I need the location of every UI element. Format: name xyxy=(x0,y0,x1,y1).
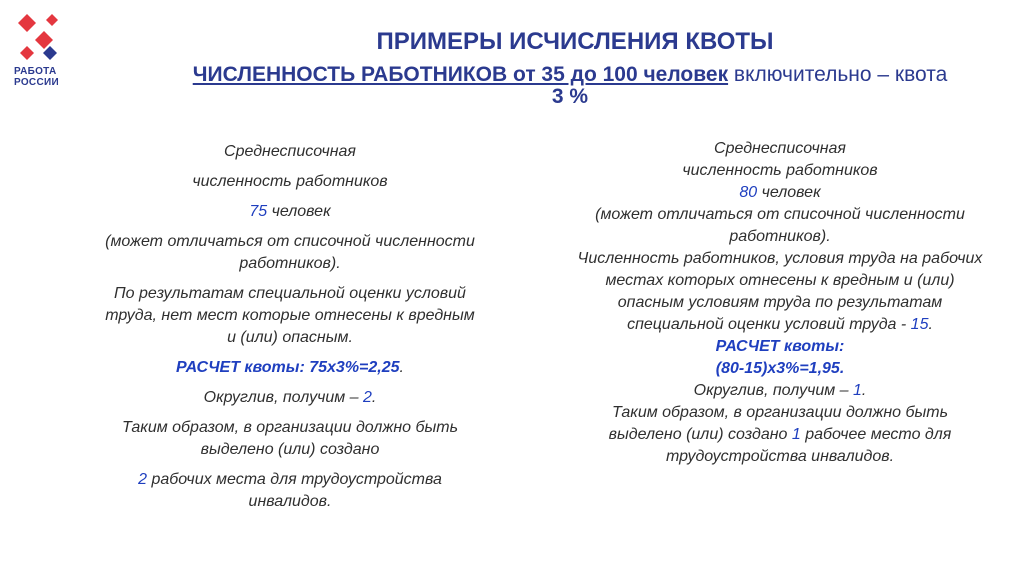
right-count-value: 80 xyxy=(739,184,758,201)
right-round-value: 1 xyxy=(853,382,862,399)
left-count xyxy=(105,201,475,223)
left-calc-text: РАСЧЕТ квоты: 75х3%=2,25 xyxy=(176,359,400,376)
left-places-text: рабочих места для трудоустройства инвалидов. xyxy=(147,471,442,510)
left-calc xyxy=(105,357,475,379)
right-round-end: . xyxy=(861,382,867,399)
right-places-value: 1 xyxy=(791,426,801,443)
left-round-text: Округлив, получим – xyxy=(203,389,363,406)
left-places xyxy=(105,469,475,513)
left-calc-end: . xyxy=(399,359,404,376)
left-places-value: 2 xyxy=(138,471,147,488)
example-right xyxy=(575,138,985,468)
subtitle-quota: 3 % xyxy=(551,85,589,108)
left-round-value: 2 xyxy=(363,389,372,406)
right-line-2: численность работников xyxy=(682,162,878,179)
left-round-end: . xyxy=(371,389,377,406)
right-calc-label: РАСЧЕТ квоты: xyxy=(715,338,845,355)
right-conclusion-text: Таким образом, в организации должно быть выделено (или) создано xyxy=(608,404,949,443)
right-harmful-end: . xyxy=(928,316,933,333)
subtitle-bold: ЧИСЛЕННОСТЬ РАБОТНИКОВ от 35 до 100 человек xyxy=(192,63,729,86)
right-calc-formula: (80-15)х3%=1,95. xyxy=(715,360,845,377)
right-places-text: рабочее место для трудоустройства инвалидов. xyxy=(665,426,952,465)
right-assessment xyxy=(575,248,985,336)
right-conclusion xyxy=(575,402,985,468)
left-line-2: численность работников xyxy=(192,173,388,190)
logo-text xyxy=(14,66,94,88)
right-assessment-text: Численность работников, условия труда на рабочих местах которых отнесены к вредным и (или) опасным условиям труда по результатам специальной оценки условий труда - xyxy=(577,250,983,333)
left-note: (может отличаться от списочной численности работников). xyxy=(105,233,475,272)
example-left xyxy=(105,141,475,521)
logo-line-2: РОССИИ xyxy=(14,77,59,88)
right-harmful-value: 15 xyxy=(910,316,929,333)
logo-line-1: РАБОТА xyxy=(14,66,57,77)
left-count-value: 75 xyxy=(249,203,268,220)
right-line-1: Среднесписочная xyxy=(714,140,846,157)
right-round xyxy=(575,380,985,402)
left-assessment: По результатам специальной оценки условий труда, нет мест которые отнесены к вредным и (или) опасным. xyxy=(105,285,475,346)
left-count-unit: человек xyxy=(267,203,331,220)
page-subtitle xyxy=(130,64,1010,108)
subtitle-rest: включительно – квота xyxy=(728,63,948,86)
right-count-unit: человек xyxy=(757,184,821,201)
left-conclusion: Таким образом, в организации должно быть выделено (или) создано xyxy=(121,419,459,458)
right-note: (может отличаться от списочной численности работников). xyxy=(595,206,965,245)
left-line-1: Среднесписочная xyxy=(224,143,356,160)
left-round xyxy=(105,387,475,409)
right-round-text: Округлив, получим – xyxy=(693,382,853,399)
page-title: ПРИМЕРЫ ИСЧИСЛЕНИЯ КВОТЫ xyxy=(376,28,774,55)
right-count xyxy=(575,182,985,204)
